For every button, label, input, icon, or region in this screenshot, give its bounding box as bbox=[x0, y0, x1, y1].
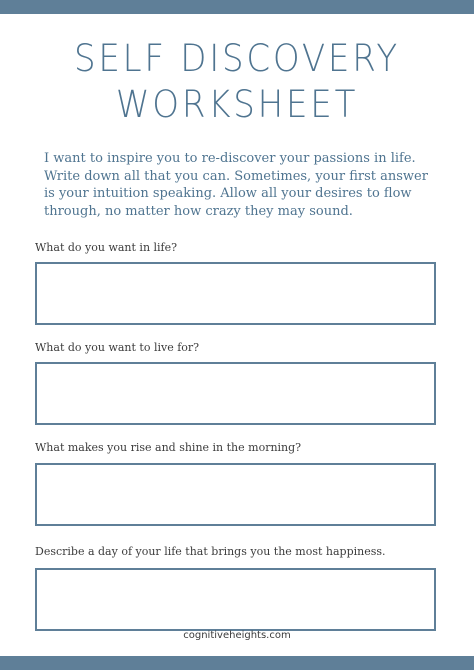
answer-box-3[interactable] bbox=[35, 463, 436, 526]
question-4-label: Describe a day of your life that brings you the most happiness. bbox=[35, 545, 386, 558]
answer-box-2[interactable] bbox=[35, 362, 436, 425]
question-3-label: What makes you rise and shine in the morning? bbox=[35, 441, 302, 454]
top-accent-bar bbox=[0, 0, 474, 14]
answer-box-4[interactable] bbox=[35, 568, 436, 631]
footer-website: cognitiveheights.com bbox=[183, 630, 291, 641]
question-1-label: What do you want in life? bbox=[35, 241, 178, 254]
title-line-1: SELF DISCOVERY bbox=[73, 37, 400, 80]
answer-box-1[interactable] bbox=[35, 262, 436, 325]
intro-paragraph: I want to inspire you to re-discover your passions in life. Write down all that you can. Sometimes, your first answer is your intuition speaking. Allow all your desires to flow through, no matter how crazy they may sound. bbox=[44, 151, 428, 219]
title-line-2: WORKSHEET bbox=[115, 83, 359, 126]
question-2-label: What do you want to live for? bbox=[35, 341, 200, 354]
bottom-accent-bar bbox=[0, 656, 474, 670]
